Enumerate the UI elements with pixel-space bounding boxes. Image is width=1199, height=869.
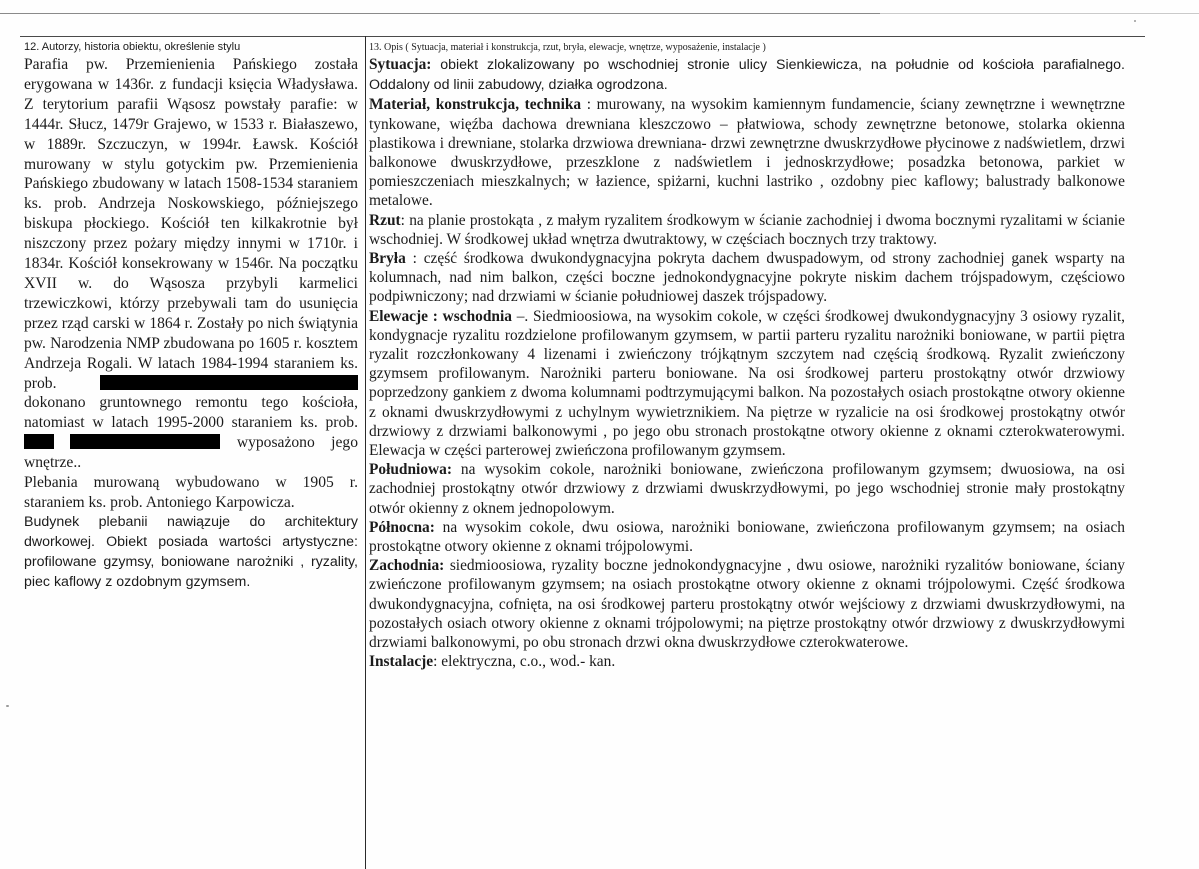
- column-divider: [365, 36, 366, 869]
- rzut-text: : na planie prostokąta , z małym ryzalitem środkowym w ścianie zachodniej i dwoma bocznymi ryzalitami w ścianie wschodniej. W środkowej układ wnętrza dwutraktowy, w częściach bocznych trzy traktowy.: [369, 211, 1125, 248]
- elewacje-paragraph: [369, 307, 1125, 461]
- bryla-paragraph: [369, 249, 1125, 307]
- section-12-header: 12. Autorzy, historia obiektu, określenie stylu: [24, 41, 241, 53]
- polnocna-paragraph: [369, 518, 1125, 556]
- bryla-label: Bryła: [369, 250, 406, 268]
- bryla-text: : część środkowa dwukondygnacyjna pokryta dachem dwuspadowym, od strony zachodniej ganek wsparty na kolumnach, nad nim balkon, części boczne jednokondygnacyjne pokryte niskim dachem trójspadowym, częściowo podpiwniczony; nad drzwiami w ścianie południowej daszek trójspadowy.: [369, 250, 1125, 306]
- sytuacja-label: Sytuacja:: [369, 56, 432, 73]
- right-header-rule: [365, 36, 1145, 37]
- sytuacja-paragraph: [369, 55, 1125, 95]
- zachodnia-text: siedmioosiowa, ryzality boczne jednokondygnacyjne , dwu osiowe, narożniki ryzalitów boniowane, ściany zwieńczone profilowanym gzymsem; na osiach prostokątne otwory okienne z oknami trójpolowymi. Część środkowa dwukondygnacyjna, cofnięta, na osi środkowej parteru prostokątny otwór wejściowy z drzwiami dwuskrzydłowymi, na pozostałych osiach otwory okienne z oknami trójpolowymi; na piętrze prostokątny otwór drzwiowy z dwuskrzydłowymi drzwiami balkonowymi, po obu stronach drzwi okna dwuskrzydłowe czterokwaterowe.: [369, 557, 1125, 652]
- description-text: [369, 55, 1125, 672]
- instalacje-label: Instalacje: [369, 653, 434, 671]
- scan-speck: [1134, 20, 1136, 22]
- polnocna-label: Północna:: [369, 518, 435, 536]
- scan-speck: [6, 705, 9, 707]
- history-paragraph: [24, 55, 358, 473]
- sytuacja-text: obiekt zlokalizowany po wschodniej stronie ulicy Sienkiewicza, na południe od kościoła parafialnego. Oddalony od linii zabudowy, działka ogrodzona.: [369, 57, 1125, 94]
- zachodnia-label: Zachodnia:: [369, 557, 445, 575]
- history-text-part-2: dokonano gruntownego remontu tego kościoła, natomiast w latach 1995-2000 staraniem ks. prob.: [24, 394, 358, 432]
- left-header-rule: [20, 36, 365, 37]
- instalacje-text: : elektryczna, c.o., wod.- kan.: [433, 653, 616, 671]
- poludniowa-text: na wysokim cokole, narożniki boniowane, zwieńczona profilowanym gzymsem; dwuosiowa, na osi zachodniej prostokątny otwór drzwiowy z drzwiami dwuskrzydłowymi, po jego wschodniej stronie mały prostokątny otwór okienny z oknem jednopolowym.: [369, 461, 1125, 517]
- material-paragraph: [369, 95, 1125, 210]
- rzut-paragraph: [369, 211, 1125, 249]
- section-13-header: 13. Opis ( Sytuacja, materiał i konstrukcja, rzut, bryła, elewacje, wnętrze, wyposażenie, instalacje ): [369, 42, 766, 53]
- artistic-values-text: Budynek plebanii nawiązuje do architektury dworkowej. Obiekt posiada wartości artystyczne: profilowane gzymsy, boniowane narożniki , ryzality, piec kaflowy z ozdobnym gzymsem.: [24, 513, 358, 590]
- history-text-part-3: wyposażono jego wnętrze..: [24, 434, 359, 472]
- top-border-fade: [880, 12, 1199, 15]
- polnocna-text: na wysokim cokole, dwu osiowa, narożniki boniowane, zwieńczona profilowanym gzymsem; na osiach prostokątne otwory okienne z oknami trójpolowymi.: [369, 518, 1125, 556]
- instalacje-paragraph: [369, 652, 1125, 671]
- history-text-part-1: Parafia pw. Przemienienia Pańskiego została erygowana w 1436r. z fundacji księcia Władysława. Z terytorium parafii Wąsosz powstały parafie: w 1444r. Słucz, 1479r Grajewo, w 1533 r. Białaszewo, w 1889r. Szczuczyn, w 1994r. Ławsk. Kościół murowany w stylu gotyckim pw. Przemienienia Pańskiego zbudowany w latach 1508-1534 staraniem ks. prob. Andrzeja Noskowskiego, późniejszego biskupa płockiego. Kościół ten kilkakrotnie był niszczony przez pożary między innymi w 1710r. i 1834r. Kościół konsekrowany w 1546r. Na początku XVII w. do Wąsosza przybyli karmelici trzewiczkowi, którzy przebywali tam do usunięcia przez rząd carski w 1864 r. Zostały po nich świątynia pw. Narodzenia NMP zbudowana po 1605 r. kosztem Andrzeja Rogali. W latach 1984-1994 staraniem ks. prob.: [24, 56, 358, 392]
- history-section: [24, 41, 358, 592]
- material-text: : murowany, na wysokim kamiennym fundamencie, ściany zewnętrzne i wewnętrzne tynkowane, więźba dachowa drewniana kleszczowo – płatwiowa, schody zewnętrzne betonowe, stolarka okienna plastikowa i drewniane, stolarka drzwiowa drewniana- drzwi zewnętrzne dwuskrzydłowe płycinowe z nadświetlem, drzwi balkonowe dwuskrzydłowe, przeszklone z nadświetlem i jednoskrzydłowe; posadzka betonowa, parkiet w pomieszczeniach mieszkalnych; w łazience, spiżarni, kuchni lastriko , ozdobny piec kaflowy; balustrady balkonowe metalowe.: [369, 96, 1126, 210]
- zachodnia-paragraph: [369, 556, 1125, 652]
- elewacje-label: Elewacje : wschodnia: [369, 307, 512, 325]
- rzut-label: Rzut: [369, 211, 401, 229]
- description-section: [369, 41, 1125, 672]
- redacted-name: [24, 434, 54, 449]
- material-label: Materiał, konstrukcja, technika: [369, 96, 582, 114]
- redacted-name: [70, 434, 220, 449]
- poludniowa-label: Południowa:: [369, 461, 452, 479]
- rectory-built-text: Plebania murowaną wybudowano w 1905 r. staraniem ks. prob. Antoniego Karpowicza.: [24, 474, 358, 511]
- history-text: [24, 55, 358, 592]
- elewacje-text: –. Siedmioosiowa, na wysokim cokole, w części środkowej dwukondygnacyjny 3 osiowy ryzalit, kondygnacje ryzalitu rozdzielone profilowanym gzymsem, w partii parteru ryzalitu narożniki boniowane, w partii piętra ryzalit rozczłonkowany 4 lizenami i zwieńczony trójkątnym szczytem nad częścią środkową. Ryzalit zwieńczony gzymsem profilowanym. Narożniki parteru boniowane. Na osi środkowej parteru prostokątny otwór drzwiowy poprzedzony gankiem z dwoma kolumnami podtrzymującymi balkon. Na pozostałych osiach prostokątne otwory okienne z oknami dwuskrzydłowymi z uchylnym wywietrznikiem. Na piętrze w ryzalicie na osi środkowej prostokątny otwór drzwiowy z drzwiami balkonowymi , po jego obu stronach prostokątne otwory okienne z oknami czterokwaterowymi. Elewacja w części parterowej zwieńczona profilowanym gzymsem.: [369, 307, 1125, 460]
- redacted-name: [100, 375, 358, 390]
- poludniowa-paragraph: [369, 460, 1125, 518]
